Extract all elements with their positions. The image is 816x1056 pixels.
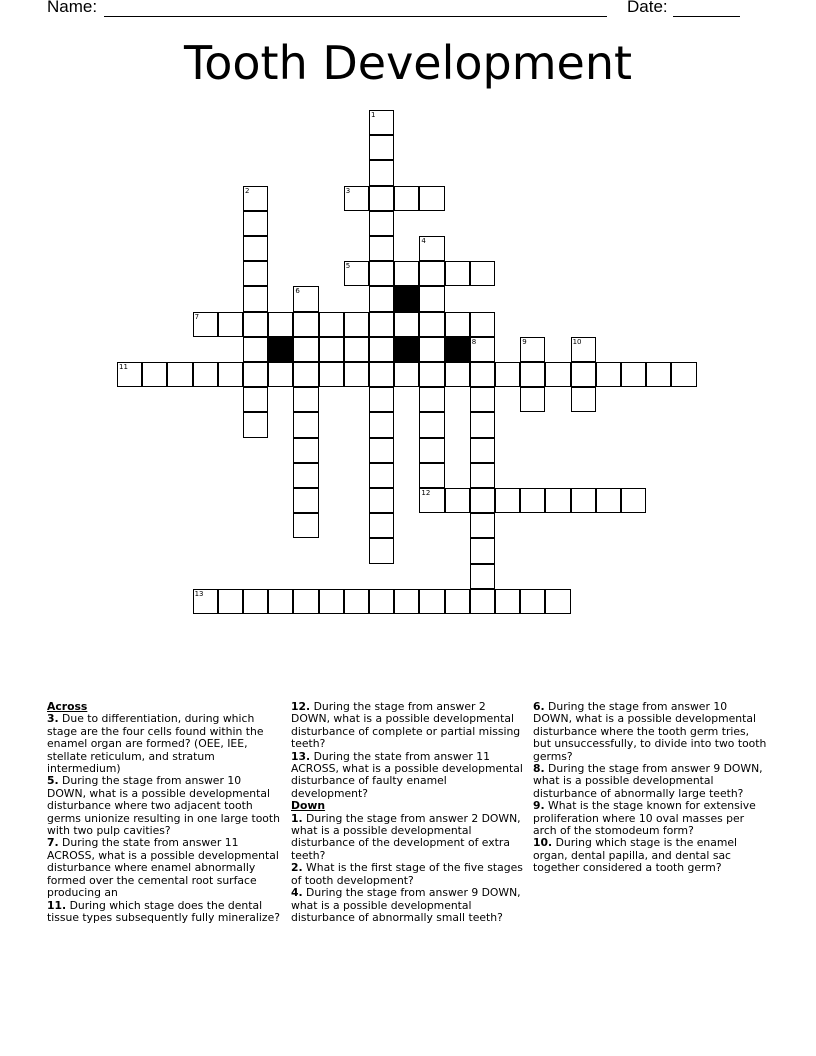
crossword-cell[interactable]	[394, 312, 419, 337]
clue-item	[533, 800, 768, 837]
crossword-cell[interactable]	[319, 312, 344, 337]
crossword-cell[interactable]	[470, 312, 495, 337]
crossword-cell[interactable]	[419, 463, 444, 488]
clue-item-number: 9.	[533, 799, 545, 813]
crossword-cell[interactable]	[369, 312, 394, 337]
clue-item	[291, 862, 526, 887]
crossword-cell[interactable]	[419, 312, 444, 337]
clue-item-number: 8.	[533, 762, 545, 776]
crossword-cell[interactable]	[495, 488, 520, 513]
crossword-cell[interactable]	[470, 488, 495, 513]
crossword-cell[interactable]	[243, 412, 268, 437]
black-square	[394, 286, 419, 311]
crossword-cell[interactable]	[419, 387, 444, 412]
clue-item-text: During the stage from answer 2 DOWN, what is a possible developmental disturbance of the development of extra teeth?	[291, 811, 521, 862]
crossword-cell[interactable]	[218, 362, 243, 387]
crossword-cell[interactable]	[419, 337, 444, 362]
crossword-cell[interactable]	[394, 261, 419, 286]
clue-number: 3	[345, 186, 351, 195]
crossword-cell[interactable]	[293, 513, 318, 538]
clue-item-text: During the state from answer 11 ACROSS, what is a possible developmental disturbance where enamel abnormally formed over the cemental root surface producing an	[47, 836, 279, 900]
crossword-cell[interactable]	[369, 513, 394, 538]
crossword-cell[interactable]	[243, 211, 268, 236]
clue-item-number: 4.	[291, 886, 303, 900]
crossword-cell[interactable]	[293, 463, 318, 488]
crossword-cell[interactable]	[520, 387, 545, 412]
clue-column-2	[291, 701, 526, 924]
black-square	[268, 337, 293, 362]
clue-item-text: During which stage does the dental tissue types subsequently fully mineralize?	[47, 898, 280, 924]
crossword-cell[interactable]	[344, 261, 369, 286]
clue-item-text: During the stage from answer 2 DOWN, what is a possible developmental disturbance of complete or partial missing teeth?	[291, 700, 521, 751]
clue-number: 9	[522, 337, 527, 346]
crossword-cell[interactable]	[571, 337, 596, 362]
crossword-cell[interactable]	[520, 337, 545, 362]
crossword-cell[interactable]	[369, 488, 394, 513]
clue-item	[47, 713, 282, 775]
crossword-cell[interactable]	[319, 362, 344, 387]
crossword-cell[interactable]	[596, 362, 621, 387]
crossword-cell[interactable]	[293, 387, 318, 412]
clue-item-text: During the state from answer 11 ACROSS, what is a possible developmental disturbance of faulty enamel development?	[291, 749, 523, 800]
clue-item-text: During the stage from answer 10 DOWN, what is a possible developmental disturbance where two adjacent tooth germs unionize resulting in one large tooth with two pulp cavities?	[47, 774, 280, 838]
clue-item-number: 6.	[533, 700, 545, 713]
crossword-cell[interactable]	[419, 412, 444, 437]
crossword-cell[interactable]	[369, 211, 394, 236]
crossword-cell[interactable]	[470, 463, 495, 488]
crossword-cell[interactable]	[571, 488, 596, 513]
clue-item-text: During which stage is the enamel organ, dental papilla, and dental sac together considered a tooth germ?	[533, 836, 738, 875]
crossword-cell[interactable]	[243, 589, 268, 614]
clue-number: 8	[471, 337, 477, 346]
crossword-cell[interactable]	[243, 261, 268, 286]
crossword-cell[interactable]	[243, 312, 268, 337]
crossword-cell[interactable]	[369, 362, 394, 387]
crossword-cell[interactable]	[293, 589, 318, 614]
clue-item	[291, 751, 526, 801]
crossword-cell[interactable]	[243, 362, 268, 387]
crossword-cell[interactable]	[470, 261, 495, 286]
crossword-cell[interactable]	[445, 261, 470, 286]
crossword-cell[interactable]	[470, 337, 495, 362]
clue-number: 4	[421, 237, 426, 245]
crossword-cell[interactable]	[470, 513, 495, 538]
crossword-cell[interactable]	[268, 312, 293, 337]
clue-number: 7	[194, 312, 200, 321]
across-heading: Across	[47, 700, 88, 713]
clue-item-number: 1.	[291, 811, 303, 825]
crossword-cell[interactable]	[419, 261, 444, 286]
crossword-cell[interactable]	[369, 538, 394, 563]
clue-item-number: 2.	[291, 861, 303, 875]
crossword-cell[interactable]	[470, 387, 495, 412]
crossword-cell[interactable]	[369, 186, 394, 211]
crossword-cell[interactable]	[293, 412, 318, 437]
crossword-cell[interactable]	[621, 362, 646, 387]
crossword-cell[interactable]	[293, 337, 318, 362]
crossword-cell[interactable]	[495, 589, 520, 614]
crossword-cell[interactable]	[646, 362, 671, 387]
clue-item-number: 10.	[533, 836, 553, 850]
crossword-cell[interactable]	[243, 337, 268, 362]
clue-number: 13	[194, 589, 204, 598]
crossword-cell[interactable]	[419, 286, 444, 311]
crossword-cell[interactable]	[344, 337, 369, 362]
crossword-cell[interactable]	[419, 236, 444, 261]
clue-number: 6	[295, 287, 300, 296]
crossword-cell[interactable]	[369, 387, 394, 412]
clue-number: 1	[371, 111, 376, 119]
crossword-cell[interactable]	[319, 589, 344, 614]
crossword-cell[interactable]	[596, 488, 621, 513]
crossword-cell[interactable]	[293, 312, 318, 337]
clue-number: 10	[572, 337, 582, 346]
clue-item-number: 13.	[291, 749, 311, 763]
clue-item-number: 11.	[47, 898, 67, 912]
name-label: Name:	[47, 0, 98, 16]
crossword-cell[interactable]	[218, 589, 243, 614]
crossword-cell[interactable]	[520, 488, 545, 513]
crossword-cell[interactable]	[419, 362, 444, 387]
clue-item	[47, 775, 282, 837]
crossword-cell[interactable]	[621, 488, 646, 513]
clue-item	[47, 837, 282, 899]
crossword-cell[interactable]	[344, 362, 369, 387]
crossword-cell[interactable]	[495, 362, 520, 387]
crossword-cell[interactable]	[445, 488, 470, 513]
crossword-cell[interactable]	[369, 160, 394, 185]
page-title: Tooth Development	[183, 36, 633, 90]
clue-item-text: During the stage from answer 10 DOWN, what is a possible developmental disturbance where the tooth germ tries, but unsuccessfully, to divide into two tooth germs?	[533, 700, 767, 763]
clue-item	[533, 763, 768, 800]
crossword-cell[interactable]	[470, 538, 495, 563]
clue-column-1	[47, 701, 282, 924]
black-square	[445, 337, 470, 362]
crossword-cell[interactable]	[419, 186, 444, 211]
clue-item	[533, 701, 768, 763]
crossword-cell[interactable]	[470, 564, 495, 589]
crossword-cell[interactable]	[445, 362, 470, 387]
crossword-cell[interactable]	[117, 362, 142, 387]
crossword-cell[interactable]	[319, 337, 344, 362]
crossword-cell[interactable]	[344, 589, 369, 614]
crossword-cell[interactable]	[369, 286, 394, 311]
crossword-cell[interactable]	[419, 438, 444, 463]
crossword-cell[interactable]	[445, 312, 470, 337]
crossword-cell[interactable]	[243, 236, 268, 261]
crossword-cell[interactable]	[419, 488, 444, 513]
crossword-cell[interactable]	[344, 312, 369, 337]
clue-item-text: What is the stage known for extensive proliferation where 10 oval masses per arch of the stomodeum form?	[533, 799, 756, 838]
crossword-cell[interactable]	[394, 589, 419, 614]
crossword-cell[interactable]	[369, 261, 394, 286]
crossword-cell[interactable]	[293, 488, 318, 513]
crossword-cell[interactable]	[545, 362, 570, 387]
crossword-cell[interactable]	[470, 412, 495, 437]
crossword-cell[interactable]	[671, 362, 696, 387]
crossword-cell[interactable]	[268, 362, 293, 387]
clue-number: 2	[245, 186, 250, 195]
crossword-cell[interactable]	[142, 362, 167, 387]
crossword-cell[interactable]	[369, 135, 394, 160]
crossword-cell[interactable]	[193, 312, 218, 337]
clue-item-text: During the stage from answer 9 DOWN, what is a possible developmental disturbance of abnormally small teeth?	[291, 886, 521, 924]
crossword-cell[interactable]	[369, 412, 394, 437]
crossword-cell[interactable]	[545, 488, 570, 513]
crossword-cell[interactable]	[394, 186, 419, 211]
crossword-cell[interactable]	[293, 362, 318, 387]
crossword-cell[interactable]	[193, 362, 218, 387]
clue-item-number: 5.	[47, 774, 59, 788]
crossword-cell[interactable]	[369, 589, 394, 614]
clue-item	[291, 701, 526, 751]
clue-item-number: 3.	[47, 712, 59, 726]
clue-item-number: 7.	[47, 836, 59, 850]
crossword-cell[interactable]	[293, 286, 318, 311]
crossword-cell[interactable]	[470, 438, 495, 463]
crossword-cell[interactable]	[369, 236, 394, 261]
crossword-cell[interactable]	[520, 589, 545, 614]
crossword-cell[interactable]	[470, 589, 495, 614]
crossword-cell[interactable]	[445, 589, 470, 614]
clue-column-3	[533, 701, 768, 875]
clue-list	[47, 701, 777, 1041]
crossword-cell[interactable]	[293, 438, 318, 463]
clue-item-number: 12.	[291, 700, 311, 713]
crossword-cell[interactable]	[470, 362, 495, 387]
clue-number: 12	[421, 489, 431, 497]
crossword-cell[interactable]	[243, 186, 268, 211]
crossword-cell[interactable]	[369, 337, 394, 362]
clue-number: 11	[119, 363, 128, 371]
down-heading: Down	[291, 799, 326, 813]
clue-item	[291, 813, 526, 863]
crossword-cell[interactable]	[369, 110, 394, 135]
crossword-cell[interactable]	[344, 186, 369, 211]
crossword-cell[interactable]	[243, 286, 268, 311]
date-label: Date:	[627, 0, 668, 16]
clue-item	[533, 837, 768, 874]
clue-item-text: Due to differentiation, during which stage are the four cells found within the enamel organ are formed? (OEE, IEE, stellate reticulum, and stratum intermedium)	[47, 712, 264, 776]
crossword-cell[interactable]	[369, 463, 394, 488]
crossword-cell[interactable]	[571, 387, 596, 412]
crossword-cell[interactable]	[571, 362, 596, 387]
crossword-cell[interactable]	[193, 589, 218, 614]
crossword-cell[interactable]	[419, 589, 444, 614]
clue-item-text: During the stage from answer 9 DOWN, what is a possible developmental disturbance of abnormally large teeth?	[533, 762, 763, 800]
clue-item-text: What is the first stage of the five stages of tooth development?	[291, 861, 523, 887]
black-square	[394, 337, 419, 362]
clue-number: 5	[345, 262, 351, 271]
crossword-cell[interactable]	[394, 362, 419, 387]
crossword-cell[interactable]	[268, 589, 293, 614]
crossword-cell[interactable]	[545, 589, 570, 614]
crossword-cell[interactable]	[167, 362, 192, 387]
crossword-cell[interactable]	[243, 387, 268, 412]
crossword-cell[interactable]	[369, 438, 394, 463]
crossword-cell[interactable]	[520, 362, 545, 387]
crossword-cell[interactable]	[218, 312, 243, 337]
clue-item	[47, 900, 282, 925]
clue-item	[291, 887, 526, 924]
